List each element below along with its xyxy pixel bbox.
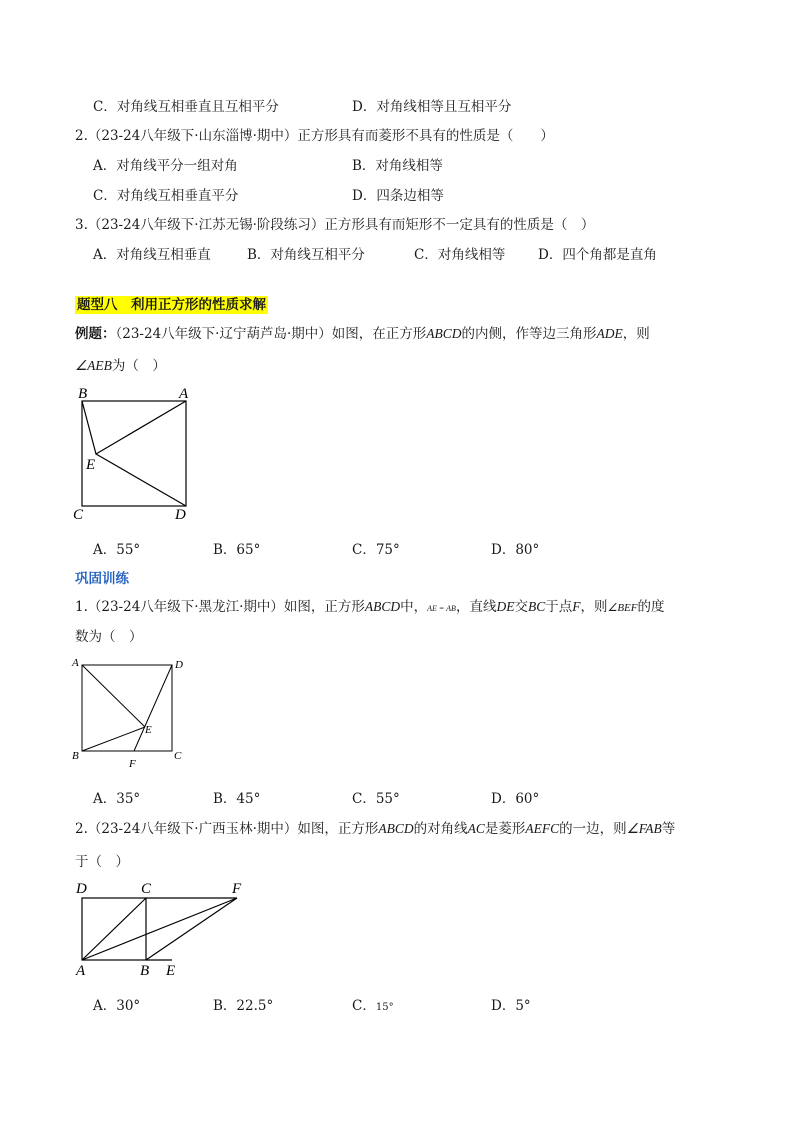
q3-stem: 3.（23-24八年级下·江苏无锡·阶段练习）正方形具有而矩形不一定具有的性质是（ ） xyxy=(75,217,595,233)
p1-option-d-letter: D． xyxy=(491,791,516,807)
example-triangle-name: ADE xyxy=(596,326,623,341)
practice-heading: 巩固训练 xyxy=(75,571,129,587)
p2-option-b-value: 22.5° xyxy=(236,998,274,1014)
p1-point-f: F xyxy=(572,599,581,614)
p2-text-b: 的对角线 xyxy=(413,821,468,837)
p2-square-name: ABCD xyxy=(378,821,414,836)
p1-label-a: A xyxy=(72,657,79,669)
p1-angle: ∠BEF xyxy=(607,602,638,614)
p1-line-2: 数为（ ） xyxy=(75,629,143,645)
example-text-b: 的内侧，作等边三角形 xyxy=(461,326,597,342)
p1-text-c: ，直线 xyxy=(455,599,497,615)
p1-text-d: 交 xyxy=(514,599,528,615)
p2-option-b-letter: B． xyxy=(213,998,237,1014)
p2-text-d: 的一边，则 xyxy=(559,821,627,837)
p2-label-f: F xyxy=(232,881,242,897)
p1-option-b-letter: B． xyxy=(213,791,237,807)
p2-option-c-value: 15° xyxy=(375,1002,394,1013)
example-option-a-letter: A． xyxy=(93,542,117,558)
p2-label-a: A xyxy=(76,963,86,979)
p2-text-c: 是菱形 xyxy=(484,821,526,837)
p2-label-b: B xyxy=(140,963,150,979)
p1-option-c-value: 55° xyxy=(375,791,400,807)
option-d: D．对角线相等且互相平分 xyxy=(352,99,512,115)
p2-label-c: C xyxy=(141,881,152,897)
p2-option-a-letter: A． xyxy=(93,998,117,1014)
example-label-e: E xyxy=(86,457,96,473)
p1-option-b-value: 45° xyxy=(236,791,261,807)
p1-text-g: 的度 xyxy=(637,599,665,615)
p2-text-e: 等 xyxy=(661,821,676,837)
option-c: C．对角线互相垂直且互相平分 xyxy=(93,99,279,115)
example-option-a-value: 55° xyxy=(116,542,141,558)
example-option-c-letter: C． xyxy=(352,542,376,558)
p1-option-c-letter: C． xyxy=(352,791,376,807)
example-text-a: （23-24八年级下·辽宁葫芦岛·期中）如图，在正方形 xyxy=(115,326,427,342)
p2-angle: ∠FAB xyxy=(626,821,662,836)
q2-option-d: D．四条边相等 xyxy=(352,188,444,204)
p1-label-d: D xyxy=(175,659,183,671)
example-text-c: ，则 xyxy=(622,326,650,342)
p2-option-d xyxy=(491,997,531,1015)
p2-option-b xyxy=(213,997,273,1015)
p1-label-e: E xyxy=(145,724,152,736)
q2-stem: 2.（23-24八年级下·山东淄博·期中）正方形具有而菱形不具有的性质是（ ） xyxy=(75,128,554,144)
p1-option-a-letter: A． xyxy=(93,791,117,807)
p2-label-d: D xyxy=(76,881,87,897)
p1-label-b: B xyxy=(72,750,79,762)
example-option-d-value: 80° xyxy=(515,542,540,558)
q2-option-a: A．对角线平分一组对角 xyxy=(93,158,238,174)
example-label-d: D xyxy=(175,507,186,523)
p2-option-c-letter: C． xyxy=(352,998,376,1014)
q3-option-d: D．四个角都是直角 xyxy=(538,247,657,263)
p2-text-a: 2.（23-24八年级下·广西玉林·期中）如图，正方形 xyxy=(75,821,379,837)
q3-option-a: A．对角线互相垂直 xyxy=(93,247,211,263)
p1-square-name: ABCD xyxy=(364,599,401,614)
example-option-d-letter: D． xyxy=(491,542,516,558)
example-option-c-value: 75° xyxy=(375,542,400,558)
p1-equation: AE = AB xyxy=(427,604,456,613)
p2-option-c xyxy=(352,997,394,1017)
example-text-d: 为（ ） xyxy=(111,358,166,374)
p2-option-a-value: 30° xyxy=(116,998,141,1014)
p2-diagonal: AC xyxy=(467,821,485,836)
example-label: 例题： xyxy=(75,326,116,342)
p1-option-a-value: 35° xyxy=(116,791,141,807)
p2-line-2: 于（ ） xyxy=(75,854,129,870)
p1-text-b: 中， xyxy=(400,599,428,615)
p1-text-a: 1.（23-24八年级下·黑龙江·期中）如图，正方形 xyxy=(75,599,365,615)
p1-text-f: ，则 xyxy=(580,599,608,615)
p2-label-e: E xyxy=(166,963,176,979)
p2-line-ac xyxy=(82,898,146,960)
q3-option-c: C．对角线相等 xyxy=(414,247,506,263)
p1-side-bc: BC xyxy=(527,599,546,614)
p1-label-f: F xyxy=(129,758,136,770)
example-option-b-value: 65° xyxy=(236,542,261,558)
q2-option-b: B．对角线相等 xyxy=(352,158,443,174)
p1-line-de: DE xyxy=(496,599,515,614)
example-label-b: B xyxy=(78,386,88,402)
p1-text-e: 于点 xyxy=(545,599,573,615)
q3-option-b: B．对角线互相平分 xyxy=(247,247,365,263)
section-heading: 题型八 利用正方形的性质求解 xyxy=(77,297,266,313)
p2-option-d-letter: D． xyxy=(491,998,516,1014)
p2-rhombus-name: AEFC xyxy=(525,821,560,836)
example-option-b-letter: B． xyxy=(213,542,237,558)
p1-label-c: C xyxy=(174,750,182,762)
p2-option-a xyxy=(93,997,140,1015)
example-angle: ∠AEB xyxy=(75,358,112,373)
example-label-a: A xyxy=(179,386,189,402)
example-label-c: C xyxy=(73,507,84,523)
example-square-name: ABCD xyxy=(426,326,462,341)
p1-option-d-value: 60° xyxy=(515,791,540,807)
p2-option-d-value: 5° xyxy=(515,998,531,1014)
q2-option-c: C．对角线互相垂直平分 xyxy=(93,188,239,204)
